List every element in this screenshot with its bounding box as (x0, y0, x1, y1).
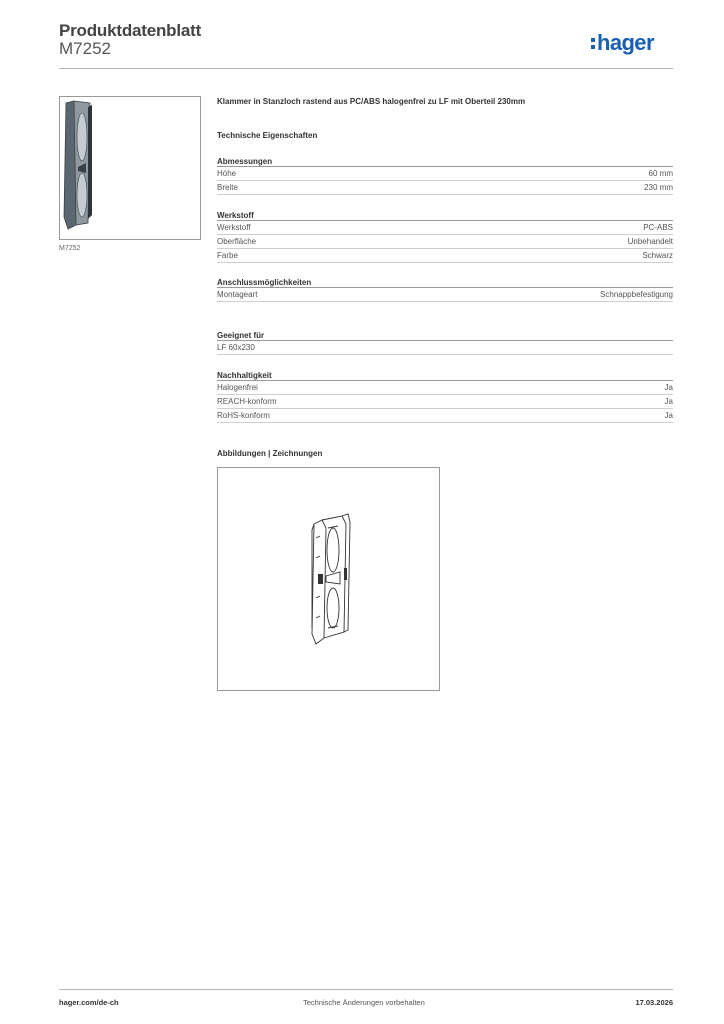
spec-label: Werkstoff (217, 223, 251, 232)
spec-label: Montageart (217, 290, 258, 299)
spec-row (217, 395, 673, 409)
section-title: Abmessungen (217, 156, 673, 167)
spec-label: RoHS-konform (217, 411, 270, 420)
spec-row (217, 381, 673, 395)
spec-label: Oberfläche (217, 237, 257, 246)
spec-value: PC-ABS (643, 223, 673, 232)
spec-label: Halogenfrei (217, 383, 258, 392)
spec-value: Ja (664, 383, 673, 392)
section-nachhaltigkeit (217, 370, 673, 423)
spec-value: 60 mm (648, 169, 673, 178)
clip-line-drawing (218, 468, 439, 690)
spec-value: 230 mm (644, 183, 673, 192)
spec-value: Unbehandelt (627, 237, 673, 246)
thumbnail-caption: M7252 (59, 245, 81, 252)
section-title: Geeignet für (217, 330, 673, 341)
spec-row (217, 249, 673, 263)
spec-row (217, 181, 673, 195)
spec-row (217, 235, 673, 249)
product-description: Klammer in Stanzloch rastend aus PC/ABS halogenfrei zu LF mit Oberteil 230mm (217, 97, 526, 106)
spec-row (217, 221, 673, 235)
section-werkstoff (217, 210, 673, 263)
spec-label: Breite (217, 183, 238, 192)
page-title: Produktdatenblatt (59, 21, 202, 40)
footer-website-link[interactable]: hager.com/de-ch (59, 998, 119, 1007)
spec-row (217, 167, 673, 181)
spec-row (217, 341, 673, 355)
section-geeignet (217, 330, 673, 355)
footer-notice: Technische Änderungen vorbehalten (303, 998, 425, 1007)
spec-row (217, 288, 673, 302)
spec-label: REACH-konform (217, 397, 277, 406)
hager-logo-text: hager (597, 30, 654, 55)
footer-divider (59, 989, 673, 990)
product-number: M7252 (59, 39, 111, 58)
spec-label: LF 60x230 (217, 343, 255, 352)
section-abmessungen (217, 156, 673, 195)
header-divider (59, 68, 673, 69)
section-title: Nachhaltigkeit (217, 370, 673, 381)
tech-properties-heading: Technische Eigenschaften (217, 131, 318, 140)
section-title: Anschlussmöglichkeiten (217, 277, 673, 288)
product-thumbnail (59, 96, 201, 240)
figures-heading: Abbildungen | Zeichnungen (217, 449, 323, 458)
clip-thumbnail-image (60, 97, 200, 239)
section-title: Werkstoff (217, 210, 673, 221)
section-anschluss (217, 277, 673, 302)
spec-value: Schnappbefestigung (600, 290, 673, 299)
spec-value: Ja (664, 411, 673, 420)
spec-label: Höhe (217, 169, 237, 178)
hager-logo (591, 28, 673, 58)
spec-value: Schwarz (642, 251, 673, 260)
spec-label: Farbe (217, 251, 238, 260)
spec-row (217, 409, 673, 423)
spec-value: Ja (664, 397, 673, 406)
footer-date: 17.03.2026 (635, 998, 673, 1007)
drawing-frame (217, 467, 440, 691)
